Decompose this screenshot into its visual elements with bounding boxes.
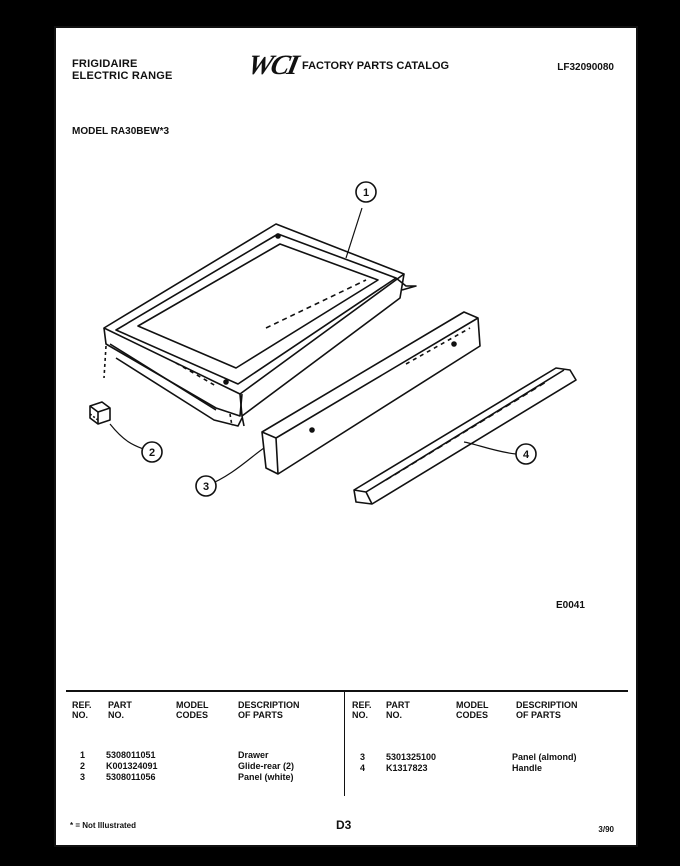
exploded-parts-diagram <box>56 28 636 688</box>
callout-1: 1 <box>362 187 370 199</box>
page-number: D3 <box>336 818 352 832</box>
row-part-no: K001324091 <box>106 761 158 771</box>
catalog-page <box>54 26 638 847</box>
row-ref: 2 <box>80 761 86 771</box>
row-ref: 3 <box>360 752 366 762</box>
row-part-no: 5308011051 <box>106 750 156 760</box>
brand-line-2: ELECTRIC RANGE <box>72 70 173 82</box>
not-illustrated-note: * = Not Illustrated <box>70 821 137 830</box>
brand-line-1: FRIGIDAIRE <box>72 58 138 70</box>
catalog-date: 3/90 <box>598 825 614 834</box>
catalog-code: LF32090080 <box>557 62 614 73</box>
row-description: Handle <box>512 763 543 773</box>
wci-logo: WCI <box>244 50 300 81</box>
header-model-codes-right: MODEL CODES <box>456 700 489 720</box>
header-part-no: PART NO. <box>108 700 132 720</box>
header-description-right: DESCRIPTION OF PARTS <box>516 700 578 720</box>
header-description: DESCRIPTION OF PARTS <box>238 700 300 720</box>
header-model-codes: MODEL CODES <box>176 700 209 720</box>
header-part-no-right: PART NO. <box>386 700 410 720</box>
glide-rear-part <box>90 346 110 424</box>
callout-4: 4 <box>522 449 530 461</box>
catalog-title: FACTORY PARTS CATALOG <box>302 60 450 72</box>
callout-3: 3 <box>202 481 210 493</box>
table-divider <box>344 692 345 796</box>
row-description: Panel (almond) <box>512 752 577 762</box>
header-ref-no: REF. NO. <box>72 700 92 720</box>
row-description: Drawer <box>238 750 269 760</box>
row-ref: 1 <box>80 750 86 760</box>
figure-code: E0041 <box>556 600 585 611</box>
row-part-no: 5301325100 <box>386 752 437 762</box>
header-ref-no-right: REF. NO. <box>352 700 372 720</box>
row-part-no: 5308011056 <box>106 772 156 782</box>
model-number: MODEL RA30BEW*3 <box>72 126 170 137</box>
row-ref: 4 <box>360 763 366 773</box>
callout-2: 2 <box>148 447 156 459</box>
row-part-no: K1317823 <box>386 763 428 773</box>
row-description: Panel (white) <box>238 772 294 782</box>
row-description: Glide-rear (2) <box>238 761 295 771</box>
row-ref: 3 <box>80 772 86 782</box>
parts-table <box>66 690 628 822</box>
